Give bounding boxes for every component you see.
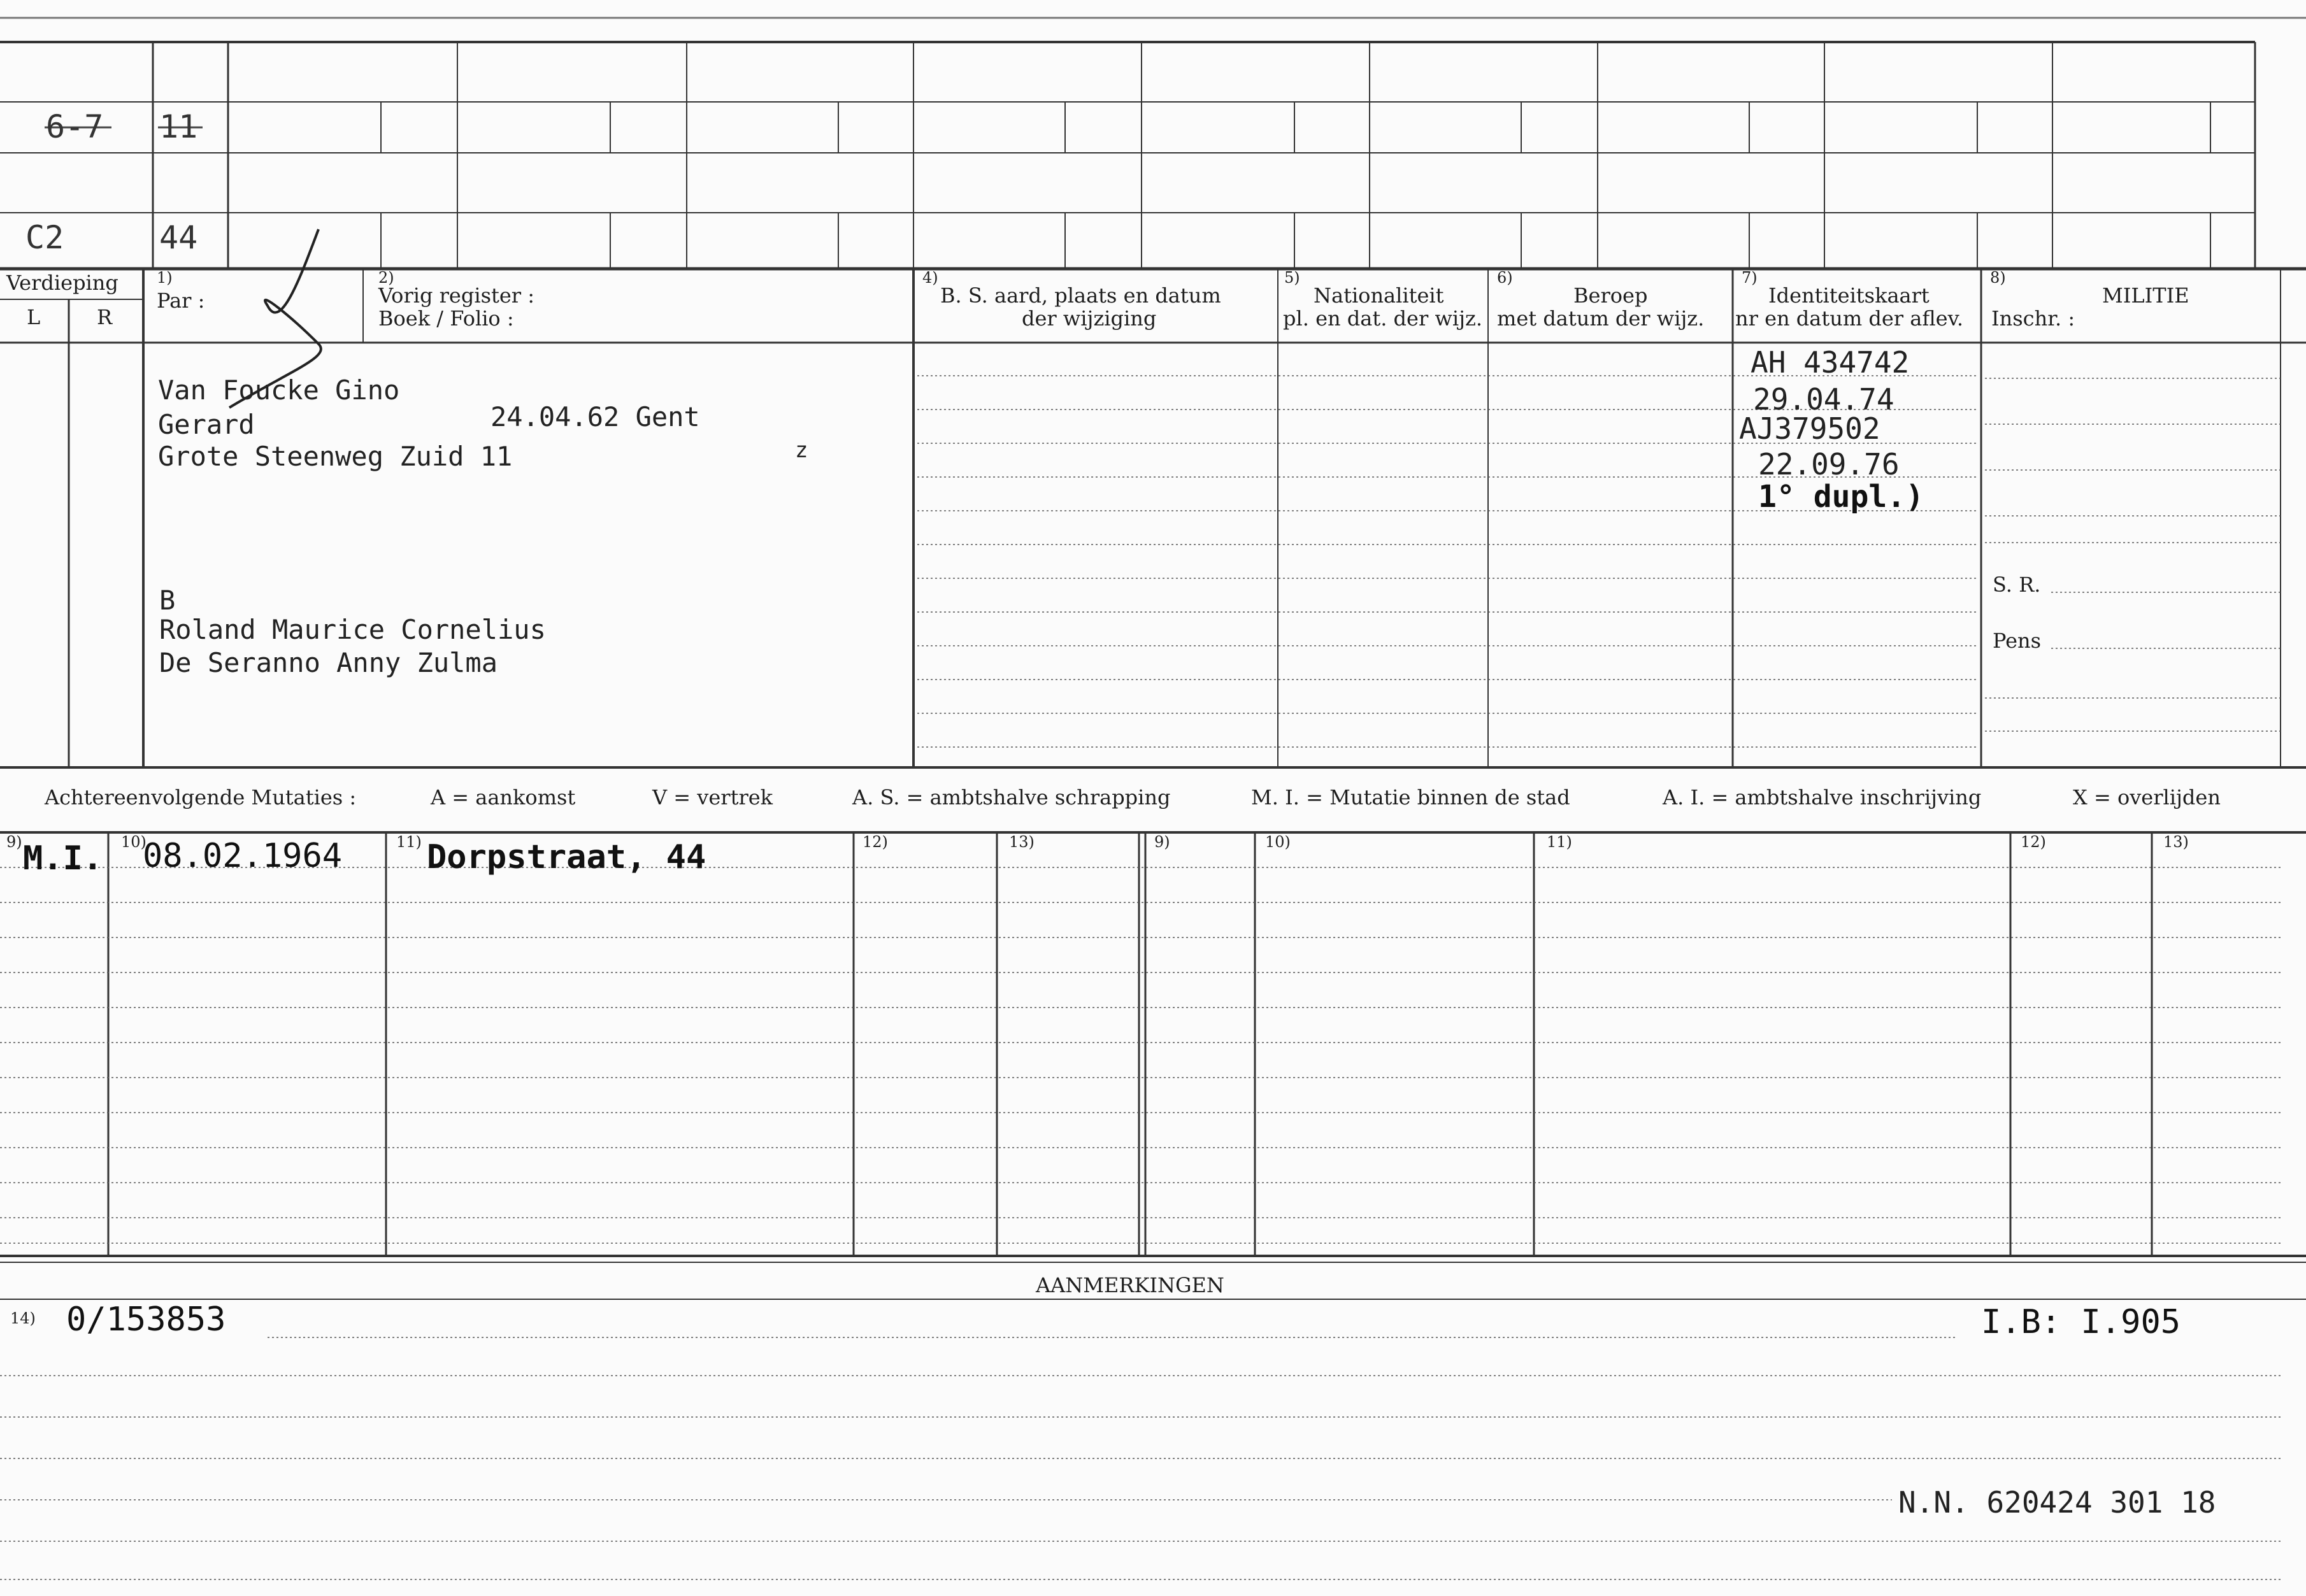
legend-x: X = overlijden <box>2073 785 2221 809</box>
verdieping-label: Verdieping <box>6 271 118 295</box>
legend-v: V = vertrek <box>652 785 773 809</box>
mutation-col10b: 10) <box>1265 833 1291 851</box>
person-mark: z <box>795 438 808 463</box>
col7-number: 7) <box>1742 269 1758 287</box>
id-note: 1° dupl.) <box>1758 479 1924 515</box>
legend-a: A = aankomst <box>431 785 576 809</box>
mutation-col13b: 13) <box>2163 833 2189 851</box>
bs-label-1: B. S. aard, plaats en datum <box>940 283 1221 308</box>
remarks-title: AANMERKINGEN <box>1036 1273 1224 1297</box>
inschr-label: Inschr. : <box>1991 306 2075 331</box>
remarks-nn: N.N. 620424 301 18 <box>1898 1485 2216 1520</box>
identiteitskaart-label-2: nr en datum der aflev. <box>1735 306 1964 331</box>
sr-label: S. R. <box>1993 573 2041 597</box>
person-birth: 24.04.62 Gent <box>491 401 700 432</box>
identiteitskaart-label-1: Identiteitskaart <box>1768 283 1930 308</box>
father-name: Roland Maurice Cornelius <box>159 614 546 645</box>
right-label: R <box>97 305 113 329</box>
col1-number: 1) <box>157 269 173 287</box>
mutation-type: M.I. <box>23 839 103 878</box>
register-row2-right: 44 <box>159 219 198 256</box>
bs-label-2: der wijziging <box>1022 306 1157 331</box>
id-date-2: 22.09.76 <box>1758 447 1900 481</box>
id-date-1: 29.04.74 <box>1753 382 1894 417</box>
person-name-1: Van Foucke Gino <box>158 374 400 406</box>
mutation-col11b: 11) <box>1547 833 1572 851</box>
mutation-col12b: 12) <box>2021 833 2046 851</box>
beroep-label-2: met datum der wijz. <box>1497 306 1705 331</box>
id-card-1: AH 434742 <box>1751 345 1910 380</box>
pens-label: Pens <box>1993 629 2042 653</box>
remarks-ib: I.B: I.905 <box>1981 1303 2181 1341</box>
register-row1-left: 6-7 <box>46 108 104 145</box>
nationaliteit-label-2: pl. en dat. der wijz. <box>1283 306 1483 331</box>
remarks-number: 14) <box>10 1309 36 1327</box>
mutation-col12: 12) <box>863 833 888 851</box>
register-row1-right: 11 <box>159 108 198 145</box>
mutation-col9: 9) <box>6 833 22 851</box>
person-address: Grote Steenweg Zuid 11 <box>158 441 513 472</box>
mutation-col13: 13) <box>1009 833 1035 851</box>
legend-title: Achtereenvolgende Mutaties : <box>45 785 357 809</box>
col5-number: 5) <box>1284 269 1300 287</box>
legend-ai: A. I. = ambtshalve inschrijving <box>1663 785 1982 809</box>
mutation-col11: 11) <box>396 833 422 851</box>
legend-mi: M. I. = Mutatie binnen de stad <box>1251 785 1570 809</box>
b-marker: B <box>159 585 176 616</box>
mutation-col9b: 9) <box>1154 833 1170 851</box>
id-card-2: AJ379502 <box>1739 411 1880 446</box>
register-row2-left: C2 <box>25 219 64 256</box>
mutation-col10: 10) <box>121 833 147 851</box>
mutation-date: 08.02.1964 <box>143 837 343 875</box>
col4-number: 4) <box>922 269 938 287</box>
mother-name: De Seranno Anny Zulma <box>159 647 498 678</box>
mutation-address: Dorpstraat, 44 <box>427 838 706 876</box>
legend-as: A. S. = ambtshalve schrapping <box>852 785 1171 809</box>
col2-number: 2) <box>378 269 394 287</box>
beroep-label-1: Beroep <box>1573 283 1648 308</box>
nationaliteit-label-1: Nationaliteit <box>1314 283 1444 308</box>
col8-number: 8) <box>1990 269 2006 287</box>
col6-number: 6) <box>1497 269 1513 287</box>
left-label: L <box>27 305 41 329</box>
par-label: Par : <box>157 289 205 313</box>
remarks-ref: 0/153853 <box>66 1300 226 1339</box>
militie-label: MILITIE <box>2102 283 2189 308</box>
vorig-register-label: Vorig register : <box>378 283 535 308</box>
boek-folio-label: Boek / Folio : <box>378 306 514 331</box>
person-name-2: Gerard <box>158 409 255 440</box>
